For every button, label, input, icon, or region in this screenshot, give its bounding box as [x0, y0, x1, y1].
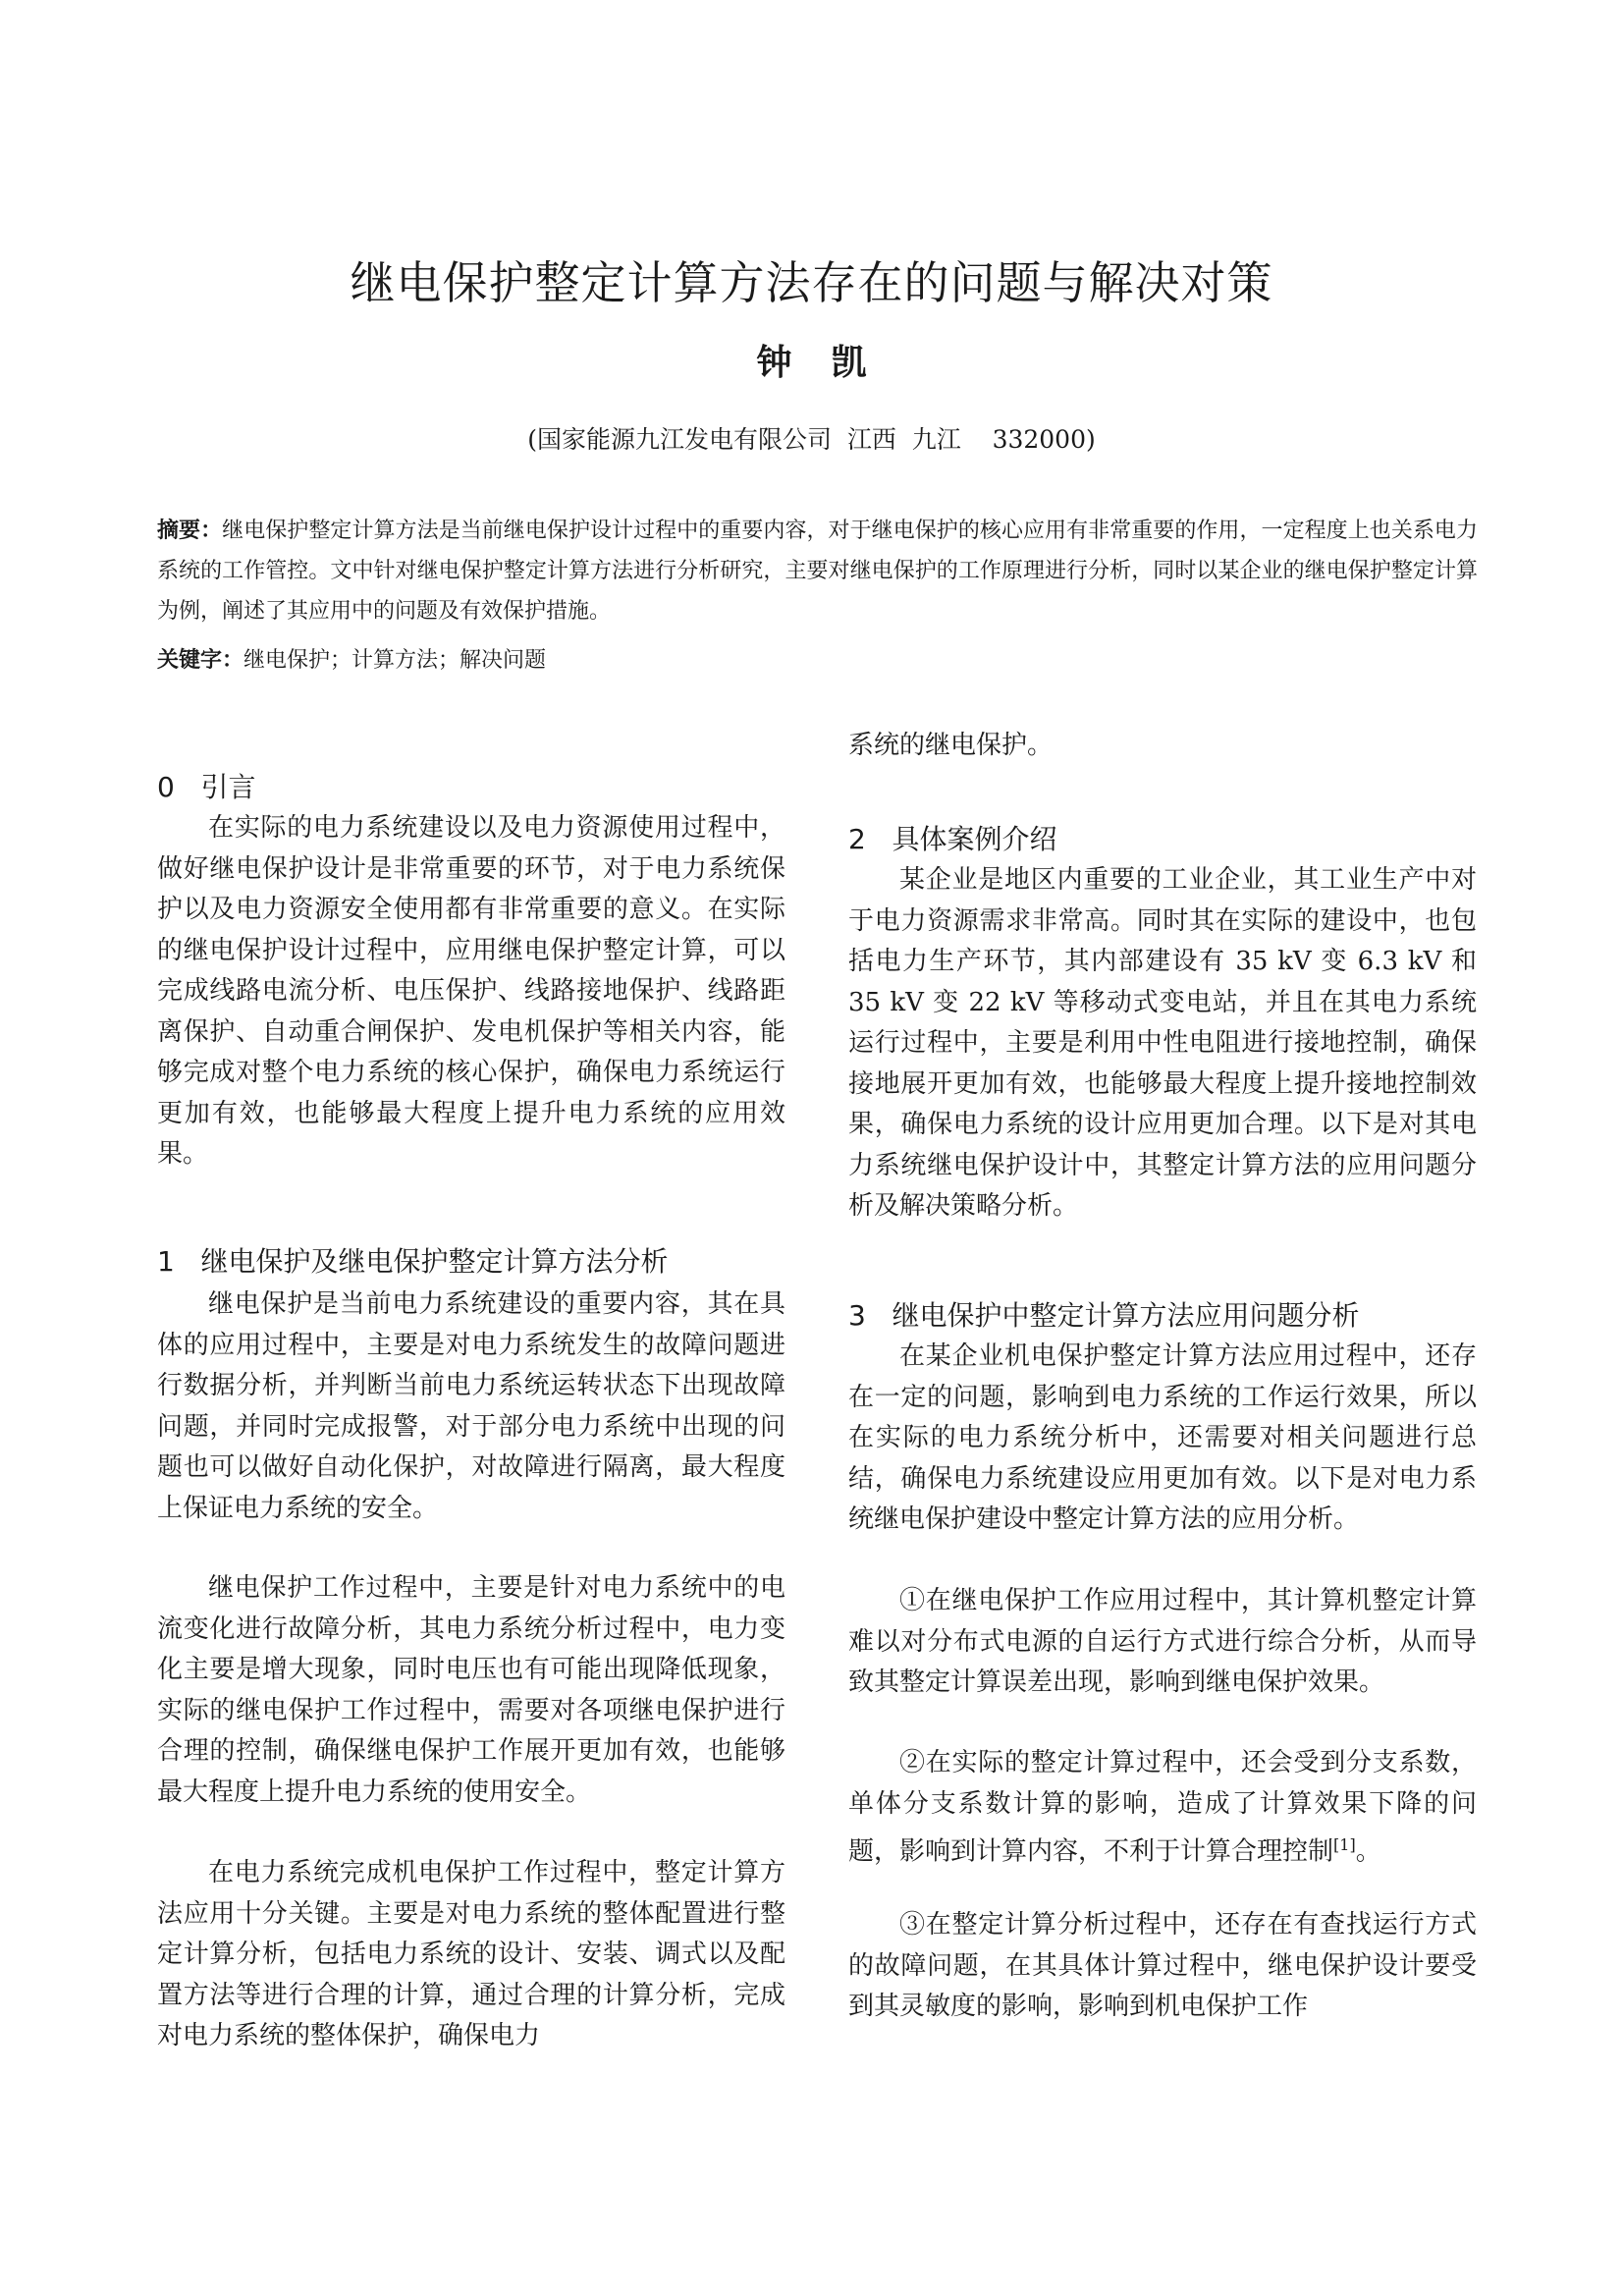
section-2-heading: 2 具体案例介绍 — [848, 823, 1057, 855]
author-name: 钟凯 — [756, 343, 906, 383]
abstract-text: 继电保护整定计算方法是当前继电保护设计过程中的重要内容，对于继电保护的核心应用有非常重要的作用，一定程度上也关系电力系统的工作管控。文中针对继电保护整定计算方法进行分析研究，主要对继电保护的工作原理进行分析，同时以某企业的继电保护整定计算为例，阐述了其应用中的问题及有效保护措施。 — [157, 519, 1478, 624]
section-1-heading: 1 继电保护及继电保护整定计算方法分析 — [157, 1245, 669, 1278]
keywords-label: 关键字： — [157, 648, 244, 673]
keywords — [157, 643, 1478, 679]
section-3-paragraph-3-end: 。 — [1355, 1836, 1381, 1867]
section-1-paragraph-1: 继电保护是当前电力系统建设的重要内容，其在具体的应用过程中，主要是对电力系统发生的故障问题进行数据分析，并判断当前电力系统运转状态下出现故障问题，并同时完成报警，对于部分电力系统中出现的问题也可以做好自动化保护，对故障进行隔离，最大程度上保证电力系统的安全。 — [157, 1289, 785, 1523]
citation-ref: [1] — [1333, 1835, 1356, 1854]
keywords-text: 继电保护；计算方法；解决问题 — [243, 648, 547, 673]
section-0-heading: 0 引言 — [157, 771, 256, 803]
section-3-paragraph-3 — [848, 1743, 1477, 1873]
section-1-paragraph-3: 在电力系统完成机电保护工作过程中，整定计算方法应用十分关键。主要是对电力系统的整体配置进行整定计算分析，包括电力系统的设计、安装、调式以及配置方法等进行合理的计算，通过合理的计算分析，完成对电力系统的整体保护，确保电力 — [157, 1858, 785, 2050]
section-3-heading: 3 继电保护中整定计算方法应用问题分析 — [848, 1299, 1360, 1332]
section-0-paragraph-1: 在实际的电力系统建设以及电力资源使用过程中，做好继电保护设计是非常重要的环节，对于电力系统保护以及电力资源安全使用都有非常重要的意义。在实际的继电保护设计过程中，应用继电保护整定计算，可以完成线路电流分析、电压保护、线路接地保护、线路距离保护、自动重合闸保护、发电机保护等相关内容，能够完成对整个电力系统的核心保护，确保电力系统运行更加有效，也能够最大程度上提升电力系统的应用效果。 — [157, 813, 785, 1169]
section-3-paragraph-4: ③在整定计算分析过程中，还存在有查找运行方式的故障问题，在其具体计算过程中，继电保护设计要受到其灵敏度的影响，影响到机电保护工作 — [848, 1910, 1477, 2021]
author-affiliation: (国家能源九江发电有限公司 江西 九江 332000) — [527, 425, 1096, 454]
section-3-paragraph-1: 在某企业机电保护整定计算方法应用过程中，还存在一定的问题，影响到电力系统的工作运行效果，所以在实际的电力系统分析中，还需要对相关问题进行总结，确保电力系统建设应用更加有效。以下是对电力系统继电保护建设中整定计算方法的应用分析。 — [848, 1341, 1477, 1534]
abstract — [157, 511, 1478, 631]
section-1-paragraph-3-continued: 系统的继电保护。 — [848, 731, 1054, 760]
section-3-paragraph-2: ①在继电保护工作应用过程中，其计算机整定计算难以对分布式电源的自运行方式进行综合分析，从而导致其整定计算误差出现，影响到继电保护效果。 — [848, 1586, 1477, 1697]
paper-title: 继电保护整定计算方法存在的问题与解决对策 — [350, 256, 1273, 309]
section-2-paragraph-1: 某企业是地区内重要的工业企业，其工业生产中对于电力资源需求非常高。同时其在实际的建设中，也包括电力生产环节，其内部建设有 35 kV 变 6.3 kV 和 35 kV 变 22 kV 等移动式变电站，并且在其电力系统运行过程中，主要是利用中性电阻进行接地控制，确保接地展开更加有效，也能够最大程度上提升接地控制效果，确保电力系统的设计应用更加合理。以下是对其电力系统继电保护设计中，其整定计算方法的应用问题分析及解决策略分析。 — [848, 865, 1477, 1221]
section-3-paragraph-3-text: ②在实际的整定计算过程中，还会受到分支系数，单体分支系数计算的影响，造成了计算效果下降的问题，影响到计算内容，不利于计算合理控制 — [848, 1748, 1477, 1867]
section-1-paragraph-2: 继电保护工作过程中，主要是针对电力系统中的电流变化进行故障分析，其电力系统分析过程中，电力变化主要是增大现象，同时电压也有可能出现降低现象，实际的继电保护工作过程中，需要对各项继电保护进行合理的控制，确保继电保护工作展开更加有效，也能够最大程度上提升电力系统的使用安全。 — [157, 1573, 785, 1807]
abstract-label: 摘要： — [157, 519, 223, 543]
